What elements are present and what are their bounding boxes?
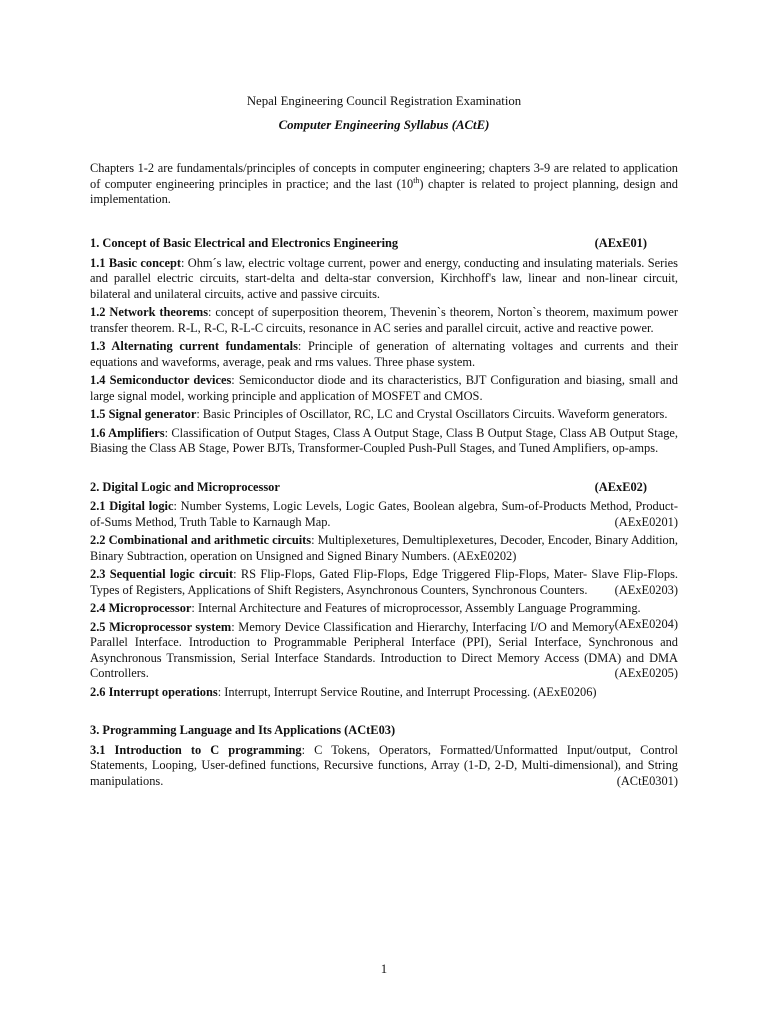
page-number: 1 <box>380 962 388 976</box>
item-heading: 2.4 Microprocessor <box>90 601 192 615</box>
syllabus-title: Computer Engineering Syllabus (ACtE) <box>278 118 490 132</box>
chapter-code: (AExE02) <box>594 479 647 494</box>
intro-paragraph <box>90 161 678 208</box>
chapter-code <box>647 723 678 739</box>
item-text: : Multiplexetures, Demultiplexetures, Decoder, Encoder, Binary Addition, Binary Subtraction, operation on Unsigned and Signed Binary Numbers. (AExE0202) <box>90 533 678 563</box>
intro-superscript: th <box>413 175 420 185</box>
syllabus-item <box>90 620 678 682</box>
intro-text-start: Chapters 1-2 are fundamentals/principles of concepts in computer engineering; chapters 3-9 are related to application of computer engineering principles in practice; and the last (10 <box>90 161 678 191</box>
exam-title: Nepal Engineering Council Registration Examination <box>246 94 522 108</box>
intro-text-end: ) chapter is related to project planning, design and implementation. <box>90 176 678 206</box>
item-code: (AExE0205) <box>614 666 678 680</box>
syllabus-content <box>90 236 678 792</box>
item-text: : RS Flip-Flops, Gated Flip-Flops, Edge Triggered Flip-Flops, Mater- Slave Flip-Flops. Types of Registers, Applications of Shift Registers, Asynchronous Counters, Synchronous Counters. <box>90 567 678 597</box>
item-text: : Number Systems, Logic Levels, Logic Gates, Boolean algebra, Sum-of-Products Method, Product-of-Sums Method, Truth Table to Karnaugh Map. <box>90 499 678 529</box>
syllabus-item <box>90 373 678 404</box>
item-heading: 1.6 Amplifiers <box>90 425 165 440</box>
chapter-heading <box>90 236 678 252</box>
syllabus-item <box>90 256 678 303</box>
syllabus-item <box>90 499 678 530</box>
syllabus-item <box>90 533 678 564</box>
syllabus-item <box>90 305 678 336</box>
item-heading: 1.4 Semiconductor devices <box>90 373 232 387</box>
item-heading: 1.5 Signal generator <box>90 407 197 421</box>
chapter-heading <box>90 480 678 496</box>
item-heading: 2.3 Sequential logic circuit <box>90 567 234 581</box>
item-text: : Semiconductor diode and its characteristics, BJT Configuration and biasing, small and large signal model, working principle and application of MOSFET and CMOS. <box>90 373 679 403</box>
item-text: : Memory Device Classification and Hierarchy, Interfacing I/O and Memory Parallel Interface. Introduction to Programmable Peripheral Interface (PPI), Serial Interface, Synchronous and Asynchronous Transmission, Serial Interface Standards. Introduction to Direct Memory Access (DMA) and DMA Controllers. <box>90 619 678 680</box>
section-gap <box>90 703 678 723</box>
chapter-heading <box>90 723 678 739</box>
item-heading: 1.2 Network theorems <box>90 305 209 319</box>
item-code: (AExE0201) <box>614 514 678 529</box>
item-text: : Ohm´s law, electric voltage current, power and energy, conducting and insulating materials. Series and parallel electric circuits, start-delta and delta-star conversion, Kirchhoff's law, linear and non-linear circuit, bilateral and unilateral circuits, active and passive circuits. <box>90 255 678 301</box>
item-text: : Interrupt, Interrupt Service Routine, and Interrupt Processing. (AExE0206) <box>217 684 597 699</box>
item-heading: 2.1 Digital logic <box>90 499 174 513</box>
chapter-title: 2. Digital Logic and Microprocessor <box>90 479 280 494</box>
item-text: : Classification of Output Stages, Class A Output Stage, Class B Output Stage, Class AB Output Stage, Biasing the Class AB Stage, Power BJTs, Transformer-Coupled Push-Pull Stages, and Tuned Amplifiers, op-amps. <box>90 425 678 455</box>
chapter-title: 3. Programming Language and Its Applications (ACtE03) <box>90 723 396 737</box>
chapter-section <box>90 723 678 789</box>
item-text: : Basic Principles of Oscillator, RC, LC and Crystal Oscillators Circuits. Waveform generators. <box>196 407 668 421</box>
item-heading: 2.2 Combinational and arithmetic circuits <box>90 533 312 547</box>
item-text: : Internal Architecture and Features of microprocessor, Assembly Language Programming. <box>191 601 641 615</box>
item-heading: 2.5 Microprocessor system <box>90 619 232 634</box>
chapter-title: 1. Concept of Basic Electrical and Electronics Engineering <box>90 236 399 250</box>
item-text: : C Tokens, Operators, Formatted/Unformatted Input/output, Control Statements, Looping, User-defined functions, Recursive functions, Array (1-D, 2-D, Multi-dimensional), and String manipulations. <box>90 742 678 788</box>
item-heading: 3.1 Introduction to C programming <box>90 742 302 757</box>
item-code: (AExE0204) <box>614 616 678 631</box>
item-heading: 2.6 Interrupt operations <box>90 684 218 699</box>
syllabus-item <box>90 743 678 790</box>
syllabus-item <box>90 426 678 457</box>
section-gap <box>90 460 678 480</box>
item-heading: 1.3 Alternating current fundamentals <box>90 339 298 353</box>
syllabus-item <box>90 407 678 423</box>
syllabus-item <box>90 567 678 598</box>
item-code: (ACtE0301) <box>616 773 678 788</box>
chapter-section <box>90 236 678 457</box>
item-text: : Principle of generation of alternating voltages and currents and their equations and waveforms, average, peak and rms values. Three phase system. <box>90 339 678 369</box>
syllabus-item <box>90 685 678 701</box>
chapter-code: (AExE01) <box>594 236 647 250</box>
item-code: (AExE0203) <box>614 582 678 597</box>
chapter-section <box>90 480 678 701</box>
item-text: : concept of superposition theorem, Thevenin`s theorem, Norton`s theorem, maximum power transfer theorem. R-L, R-C, R-L-C circuits, resonance in AC series and parallel circuit, active and reactive power. <box>90 305 678 335</box>
item-heading: 1.1 Basic concept <box>90 255 181 270</box>
syllabus-item <box>90 339 678 370</box>
